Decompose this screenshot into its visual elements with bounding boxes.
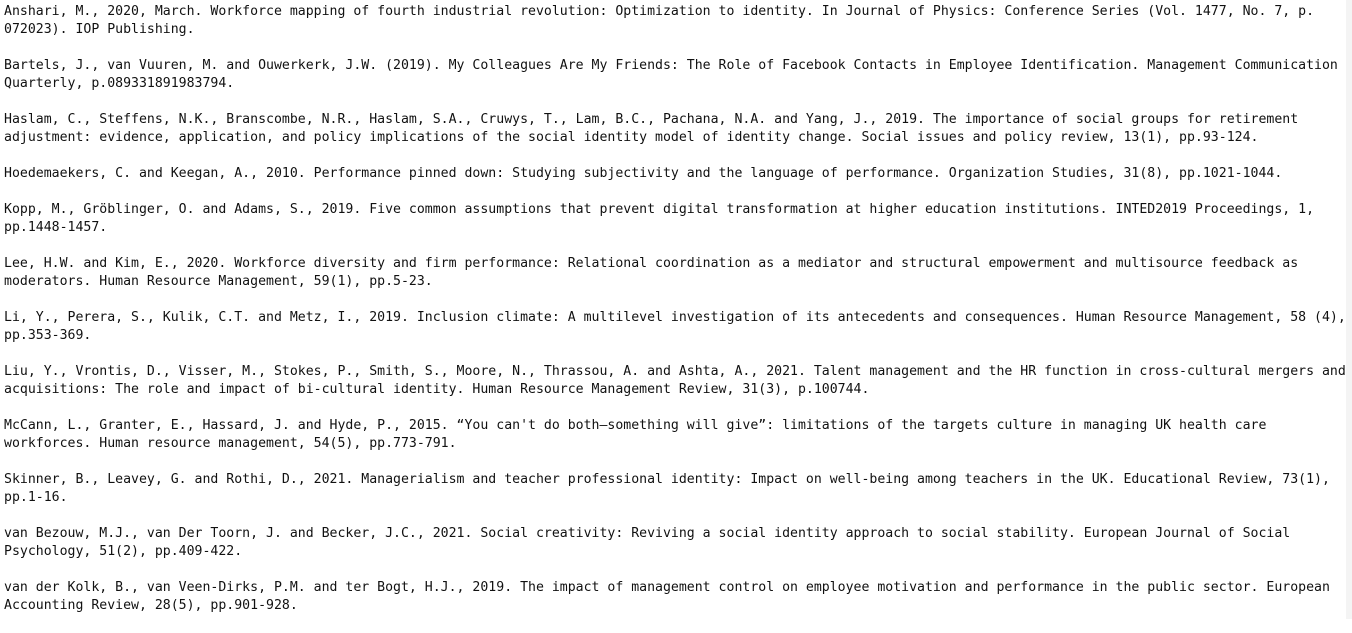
reference-entry: Lee, H.W. and Kim, E., 2020. Workforce diversity and firm performance: Relational coordination as a mediator and structural empowerment and multisource feedback as moderators. Human Resource Management, 59(1), pp.5-23. [4, 256, 1299, 289]
reference-entry: Kopp, M., Gröblinger, O. and Adams, S., 2019. Five common assumptions that prevent digital transformation at higher education institutions. INTED2019 Proceedings, 1, pp.1448-1457. [4, 202, 1315, 235]
reference-entry: McCann, L., Granter, E., Hassard, J. and Hyde, P., 2015. “You can't do both—something will give”: limitations of the targets culture in managing UK health care workforces. Human resource management, 54(5), pp.773-791. [4, 418, 1267, 451]
reference-entry: Hoedemaekers, C. and Keegan, A., 2010. Performance pinned down: Studying subjectivity and the language of performance. Organization Studies, 31(8), pp.1021-1044. [4, 166, 1283, 181]
reference-entry: Anshari, M., 2020, March. Workforce mapping of fourth industrial revolution: Optimization to identity. In Journal of Physics: Conference Series (Vol. 1477, No. 7, p. 072023). IOP Publishing. [4, 4, 1315, 37]
reference-entry: van der Kolk, B., van Veen-Dirks, P.M. and ter Bogt, H.J., 2019. The impact of management control on employee motivation and performance in the public sector. European Accounting Review, 28(5), pp.901-928. [4, 580, 1330, 613]
reference-entry: Haslam, C., Steffens, N.K., Branscombe, N.R., Haslam, S.A., Cruwys, T., Lam, B.C., Pachana, N.A. and Yang, J., 2019. The importance of social groups for retirement adjustment: evidence, application, and policy implications of the social identity model of identity change. Social issues and policy review, 13(1), pp.93-124. [4, 112, 1299, 145]
reference-entry: Liu, Y., Vrontis, D., Visser, M., Stokes, P., Smith, S., Moore, N., Thrassou, A. and Ashta, A., 2021. Talent management and the HR function in cross-cultural mergers and acquisitions: The role and impact of bi-cultural identity. Human Resource Management Review, 31(3), p.100744. [4, 364, 1346, 397]
reference-entry: Li, Y., Perera, S., Kulik, C.T. and Metz, I., 2019. Inclusion climate: A multilevel investigation of its antecedents and consequences. Human Resource Management, 58 (4), pp.353-369. [4, 310, 1346, 343]
reference-entry: Skinner, B., Leavey, G. and Rothi, D., 2021. Managerialism and teacher professional identity: Impact on well-being among teachers in the UK. Educational Review, 73(1), pp.1-16. [4, 472, 1330, 505]
reference-entry: van Bezouw, M.J., van Der Toorn, J. and Becker, J.C., 2021. Social creativity: Reviving a social identity approach to social stability. European Journal of Social Psychology, 51(2), pp.409-422. [4, 526, 1291, 559]
reference-list [4, 3, 1346, 633]
reference-entry: Bartels, J., van Vuuren, M. and Ouwerkerk, J.W. (2019). My Colleagues Are My Friends: The Role of Facebook Contacts in Employee Identification. Management Communication Quarterly, p.089331891983794. [4, 58, 1338, 91]
vertical-scrollbar[interactable] [1346, 0, 1352, 619]
